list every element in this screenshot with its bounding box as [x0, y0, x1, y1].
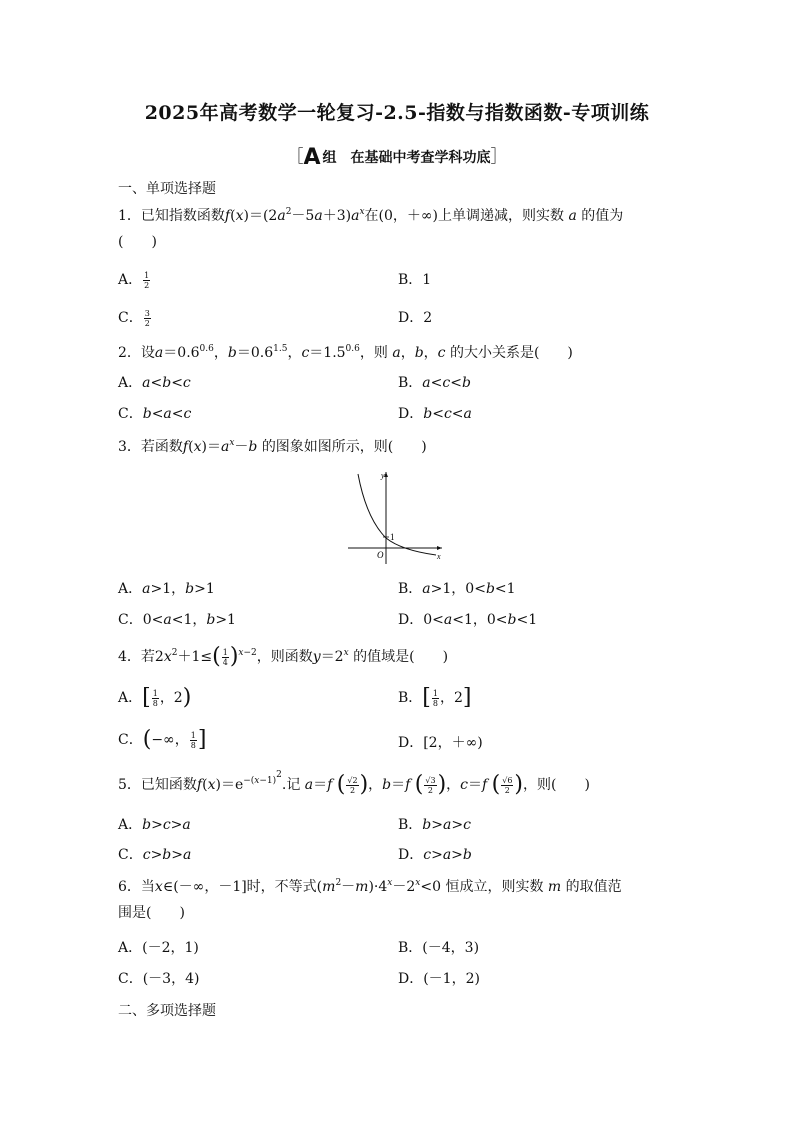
q2-option-b: B．a<c<b	[398, 375, 471, 391]
q6-option-c: C．(－3，4)	[118, 971, 200, 987]
question-3: 3．若函数$f(x)=a^x-b$ 的图象如图所示，则( )	[118, 438, 427, 455]
q1-option-c: C． $\frac{3}{2}$	[118, 308, 150, 328]
q3-option-b: B．a>1，0<b<1	[398, 581, 516, 597]
question-2: 2．设$a=0.6^{0.6}$，$b=0.6^{1.5}$，$c=1.5^{0.6}$，则 a，b，c 的大小关系是( )	[118, 344, 573, 361]
tick-one-label: 1	[390, 532, 395, 542]
q4-option-c: C．(−∞， $\frac{1}{8}$ ]	[118, 727, 207, 752]
q1-option-a: A． $\frac{1}{2}$	[118, 270, 150, 290]
question-1: 1．已知指数函数$f(x)=(2a^2-5a+3)a^x$在(0，＋∞)上单调递减，则实数 a 的值为 ( )	[118, 207, 624, 250]
q5-option-b: B．b>a>c	[398, 817, 471, 833]
question-5: 5．已知函数$f(x)=e^{-(x-1)^2}$.记 a＝f ( $\frac{√2}{2}$ )，b＝f ( $\frac{√3}{2}$ )，c＝f ( $\frac{√6}{2}$ )，则( )	[118, 770, 590, 797]
section-heading-multi: 二、多项选择题	[118, 1003, 216, 1019]
function-graph	[340, 466, 450, 566]
q3-option-d: D．0<a<1，0<b<1	[398, 612, 538, 628]
question-6: 6．当x∈(－∞，－1]时，不等式$(m^2-m)\cdot 4^x-2^x<0$ 恒成立，则实数 m 的取值范 围是( )	[118, 878, 622, 921]
q4-option-d: D．[2，＋∞)	[398, 735, 483, 751]
q2-option-c: C．b<a<c	[118, 406, 192, 422]
origin-label: O	[377, 550, 384, 560]
question-4: 4．若$2x^2+1\le$( $\frac{1}{4}$ )$^{x-2}$，则函数$y=2^x$ 的值域是( )	[118, 644, 449, 669]
group-label: 组 在基础中考查学科功底	[322, 150, 491, 166]
q2-option-a: A．a<b<c	[118, 375, 191, 391]
exponential-curve	[358, 474, 436, 555]
section-heading-single: 一、单项选择题	[118, 181, 216, 197]
q5-option-d: D．c>a>b	[398, 847, 472, 863]
group-banner: ［A 组 在基础中考查学科功底］	[286, 145, 508, 170]
q6-option-d: D．(－1，2)	[398, 971, 480, 987]
q4-option-b: B．[ $\frac{1}{8}$ ，2]	[398, 685, 472, 710]
q5-option-c: C．c>b>a	[118, 847, 192, 863]
page-title: 2025年高考数学一轮复习-2.5-指数与指数函数-专项训练	[144, 102, 650, 124]
q5-option-a: A．b>c>a	[118, 817, 191, 833]
q3-option-c: C．0<a<1，b>1	[118, 612, 236, 628]
q6-option-b: B．(－4，3)	[398, 940, 480, 956]
q3-option-a: A．a>1，b>1	[118, 581, 215, 597]
y-axis-label: y	[381, 471, 385, 480]
group-letter: A	[303, 145, 321, 170]
q4-option-a: A．[ $\frac{1}{8}$ ，2)	[118, 685, 192, 710]
x-axis-label: x	[437, 552, 441, 561]
q1-option-b: B．1	[398, 272, 432, 288]
q6-option-a: A．(－2，1)	[118, 940, 199, 956]
q2-option-d: D．b<c<a	[398, 406, 472, 422]
q1-option-d: D．2	[398, 310, 433, 326]
